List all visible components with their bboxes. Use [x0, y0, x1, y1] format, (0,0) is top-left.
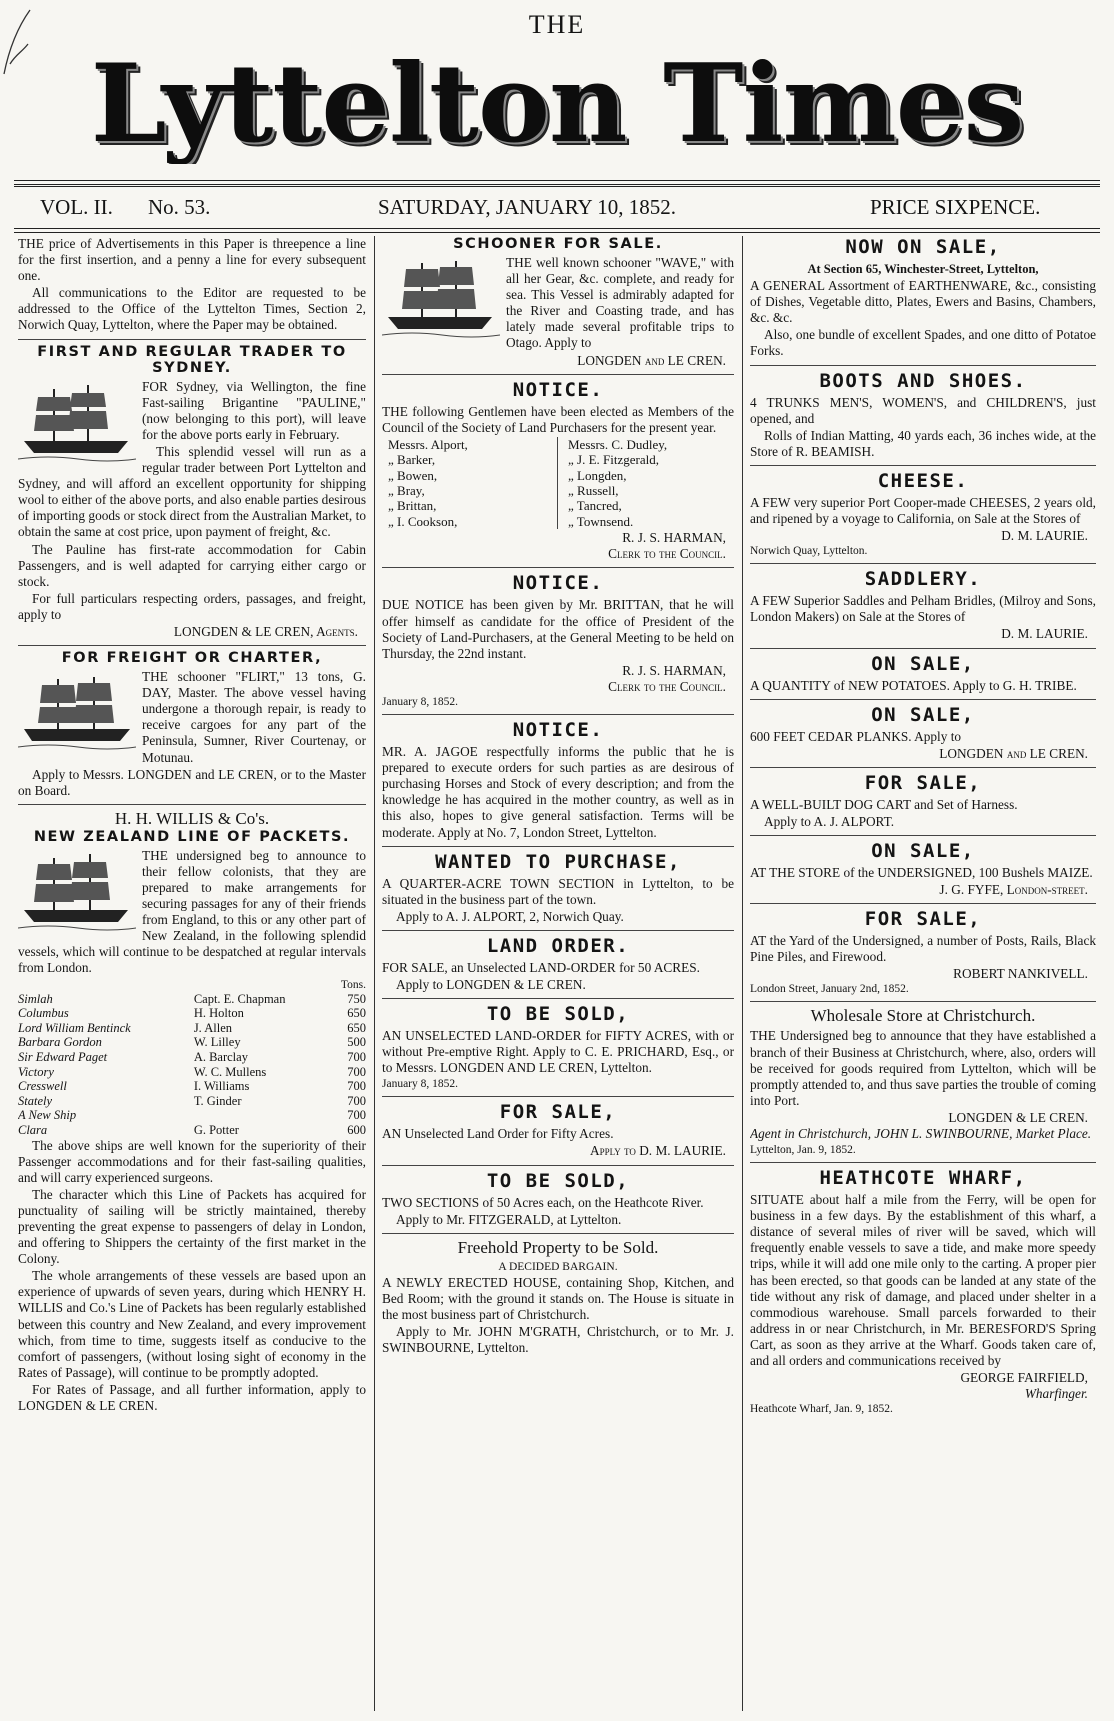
- ad-heading: NOTICE.: [512, 378, 604, 401]
- ad-body: A WELL-BUILT DOG CART and Set of Harness.: [750, 796, 1018, 812]
- ad-body: 4 TRUNKS MEN'S, WOMEN'S, and CHILDREN'S, just opened, and: [750, 394, 1096, 426]
- ad-signature: D. M. LAURIE.: [1001, 626, 1088, 642]
- fleet-master: T. Ginder: [193, 1093, 242, 1108]
- council-member-name: „ Bray,: [388, 483, 425, 499]
- fleet-tons: 700: [347, 1064, 366, 1079]
- fleet-ship-name: Clara: [18, 1122, 48, 1137]
- fleet-master: W. Lilley: [193, 1035, 241, 1050]
- council-member-name: „ Russell,: [568, 483, 619, 499]
- ad-heading: SADDLERY.: [864, 568, 982, 591]
- fleet-master: I. Williams: [193, 1079, 250, 1094]
- fleet-tons: 750: [347, 991, 366, 1006]
- ad-heading: ON SALE,: [871, 703, 975, 726]
- ad-signature-title: Clerk to the Council.: [608, 546, 726, 562]
- council-members-right: [558, 437, 728, 529]
- ad-body: For Rates of Passage, and all further information, apply to LONGDEN & LE CREN.: [18, 1381, 366, 1413]
- ad-body: The above ships are well known for the superiority of their Passenger accommodations and for their fast-sailing qualities, and will carry experienced surgeons.: [18, 1137, 366, 1185]
- council-members: [382, 437, 734, 530]
- column-3: [750, 236, 1096, 1713]
- ad-body: Rolls of Indian Matting, 40 yards each, 36 inches wide, at the Store of R. BEAMISH.: [750, 427, 1096, 459]
- fleet-tons: 700: [347, 1079, 366, 1094]
- intro-communications: All communications to the Editor are requested to be addressed to the Office of the Lyttelton Times, Section 2, Norwich Quay, Lyttelton, where the Paper may be obtained.: [18, 285, 366, 333]
- fleet-master: [194, 1108, 337, 1123]
- ad-body: AT the Yard of the Undersigned, a number of Posts, Rails, Black Pine Piles, and Firewood.: [750, 933, 1096, 965]
- ad-heading: NOTICE.: [512, 572, 604, 595]
- ad-body: A QUARTER-ACRE TOWN SECTION in Lyttelton, to be situated in the business part of the town.: [382, 875, 734, 907]
- column-1: [18, 236, 366, 1713]
- fleet-ship-name: Columbus: [18, 1006, 69, 1021]
- divider: [18, 339, 366, 340]
- ad-body: Apply to Messrs. LONGDEN and LE CREN, or to the Master on Board.: [18, 766, 366, 798]
- masthead-rule-double: [14, 184, 1100, 187]
- ad-signature: J. G. FYFE, London-street.: [939, 882, 1088, 898]
- ad-date: January 8, 1852.: [382, 696, 459, 709]
- dateline: [40, 195, 1080, 225]
- ad-place: Norwich Quay, Lyttelton.: [750, 545, 868, 558]
- ad-body: A NEWLY ERECTED HOUSE, containing Shop, Kitchen, and Bed Room; with the ground it stands on. The House is situate in the most business part of Christchurch.: [382, 1274, 734, 1322]
- ad-signature: LONGDEN and LE CREN.: [577, 352, 726, 368]
- ad-heading: FOR SALE,: [864, 908, 982, 931]
- ad-date: Heathcote Wharf, Jan. 9, 1852.: [750, 1403, 893, 1416]
- ad-heading: TO BE SOLD,: [486, 1169, 630, 1192]
- ship-illustration: [18, 381, 136, 465]
- masthead-rule-top: [14, 180, 1100, 181]
- ad-heading: Freehold Property to be Sold.: [457, 1237, 659, 1257]
- divider: [750, 563, 1096, 564]
- ad-body: The Pauline has first-rate accommodation for Cabin Passengers, and is well adapted for carrying either cargo or stock.: [18, 541, 366, 589]
- fleet-ship-name: Lord William Bentinck: [18, 1020, 131, 1035]
- fleet-row: [18, 1094, 366, 1109]
- ad-body: This splendid vessel will run as a regular trader between Port Lyttelton and Sydney, and will afford an excellent opportunity for shipping wool to either of the above ports, and also enable parties desirous of importing goods or stock direct from the Australian Market, to obtain the same at cost price, upon payment of freight, &c.: [18, 443, 366, 540]
- ad-body: MR. A. JAGOE respectfully informs the public that he is prepared to execute orders for such parties as are desirous of purchasing Horses and Stock of every description; and from the knowledge he has acquired in the mother country, as well as in this also, hopes to give general satisfaction. Terms will be moderate. Apply at No. 7, London Street, Lyttelton.: [382, 744, 734, 840]
- fleet-tons: 700: [347, 1108, 366, 1123]
- divider: [750, 648, 1096, 649]
- divider: [750, 1162, 1096, 1163]
- council-member-name: „ Tancred,: [568, 498, 622, 514]
- ad-body: THE well known schooner "WAVE," with all her Gear, &c. complete, and ready for sea. This Vessel is admirably adapted for the River and Coasting trade, and has lately made several profitable trips to Otago. Apply to: [506, 255, 734, 351]
- ad-body: THE Undersigned beg to announce that they have established a branch of their Business at Christchurch, where, also, orders will be received for goods required from Lyttelton, which will be promptly attended to, and thus save parties the trouble of coming into Port.: [750, 1028, 1096, 1108]
- ad-heading: FOR FREIGHT OR CHARTER,: [61, 650, 323, 667]
- fleet-ship-name: Stately: [18, 1093, 53, 1108]
- council-member-name: Messrs. C. Dudley,: [568, 436, 668, 452]
- ad-signature: LONGDEN & LE CREN.: [948, 1109, 1088, 1125]
- ad-signature: R. J. S. HARMAN,: [622, 530, 726, 546]
- ad-signature-title: Clerk to the Council.: [608, 678, 726, 694]
- ad-heading: NOTICE.: [512, 719, 604, 742]
- ad-heading: Wholesale Store at Christchurch.: [810, 1006, 1036, 1026]
- fleet-tons: 650: [347, 1006, 366, 1021]
- ad-body: TWO SECTIONS of 50 Acres each, on the Heathcote River.: [382, 1194, 704, 1210]
- fleet-master: H. Holton: [193, 1006, 244, 1021]
- ship-illustration: [382, 257, 500, 341]
- council-member-name: „ Longden,: [568, 467, 627, 483]
- ad-body: FOR Sydney, via Wellington, the fine Fast-sailing Brigantine "PAULINE," (now belonging to this port), will leave for the above ports early in February.: [142, 378, 366, 442]
- ad-heading: TO BE SOLD,: [486, 1003, 630, 1026]
- ship-illustration: [18, 850, 136, 934]
- ad-body: FOR SALE, an Unselected LAND-ORDER for 50 ACRES.: [382, 959, 700, 975]
- masthead-the: THE: [528, 10, 586, 39]
- ad-body: A GENERAL Assortment of EARTHENWARE, &c., consisting of Dishes, Vegetable ditto, Plates, Ewers and Basins, Chambers, &c. &c.: [750, 278, 1096, 326]
- masthead-title: Lyttelton Times: [90, 44, 1024, 164]
- fleet-row: [18, 1006, 366, 1021]
- ad-body: A QUANTITY of NEW POTATOES. Apply to G. H. TRIBE.: [750, 677, 1077, 693]
- fleet-ship-name: A New Ship: [18, 1108, 77, 1123]
- fleet-ship-name: Barbara Gordon: [18, 1035, 102, 1050]
- council-member-name: „ J. E. Fitzgerald,: [568, 452, 659, 468]
- ad-body: Also, one bundle of excellent Spades, and one ditto of Potatoe Forks.: [750, 327, 1096, 359]
- ad-date: London Street, January 2nd, 1852.: [750, 983, 909, 996]
- ad-signature: GEORGE FAIRFIELD,: [960, 1370, 1088, 1386]
- ad-heading: LAND ORDER.: [486, 934, 630, 957]
- ad-body: AN UNSELECTED LAND-ORDER for FIFTY ACRES, with or without Pre-emptive Right. Apply to C. E. PRICHARD, Esq., or to Messrs. LONGDEN AND LE CREN, Lyttelton.: [382, 1028, 734, 1076]
- ad-body: 600 FEET CEDAR PLANKS. Apply to: [750, 728, 962, 744]
- column-rule-1: [374, 236, 375, 1711]
- divider: [382, 1096, 734, 1097]
- council-member-name: Messrs. Alport,: [388, 436, 468, 452]
- volume-label: VOL. II.: [40, 195, 113, 219]
- ad-heading: FOR SALE,: [864, 771, 982, 794]
- fleet-row: [18, 1079, 366, 1094]
- column-rule-2: [742, 236, 743, 1711]
- ad-body: AN Unselected Land Order for Fifty Acres.: [382, 1126, 614, 1142]
- ad-body: Apply to A. J. ALPORT, 2, Norwich Quay.: [396, 908, 624, 924]
- fleet-row: [18, 1021, 366, 1036]
- divider: [750, 767, 1096, 768]
- divider: [750, 903, 1096, 904]
- ad-body: The character which this Line of Packets has acquired for punctuality of sailing will be strictly maintained, thereby preventing the great expense to passengers of delay in London, and offering to Shippers the certainty of the first market in the Colony.: [18, 1186, 366, 1267]
- fleet-row: [18, 1035, 366, 1050]
- ad-body: The whole arrangements of these vessels are based upon an experience of upwards of seven years, during which HENRY H. WILLIS and Co.'s Line of Packets has been regularly established between this country and New Zealand, and every improvement which, from time to time, suggests itself as conducive to the comfort of passengers, (without losing sight of economy in the Rates of Passage), will continue to be promptly adopted.: [18, 1268, 366, 1380]
- fleet-tons: 700: [347, 1093, 366, 1108]
- ad-subheading: At Section 65, Winchester-Street, Lyttelton,: [807, 262, 1039, 276]
- ad-heading: ON SALE,: [871, 652, 975, 675]
- fleet-master: Capt. E. Chapman: [193, 991, 286, 1006]
- ad-heading: SCHOONER FOR SALE.: [453, 236, 663, 252]
- council-member-name: „ Brittan,: [388, 498, 437, 514]
- fleet-table: [18, 992, 366, 1138]
- fleet-master: J. Allen: [193, 1020, 233, 1035]
- council-member-name: „ Townsend.: [568, 513, 634, 529]
- ad-signature: D. M. LAURIE.: [1001, 528, 1088, 544]
- fleet-row: [18, 992, 366, 1007]
- ad-heading: WANTED TO PURCHASE,: [435, 850, 681, 873]
- fleet-master: A. Barclay: [193, 1049, 248, 1064]
- ad-heading: CHEESE.: [877, 469, 969, 492]
- council-member-name: „ Bowen,: [388, 467, 438, 483]
- ad-signature: LONGDEN and LE CREN.: [939, 745, 1088, 761]
- fleet-master: W. C. Mullens: [193, 1064, 267, 1079]
- fleet-row: [18, 1108, 366, 1123]
- ad-signature-title: Wharfinger.: [1024, 1386, 1088, 1402]
- ad-body: SITUATE about half a mile from the Ferry, will be open for business in a few days. By the establishment of this wharf, a distance of several miles of river will be saved, which will frequently enable vessels to save a tide, and make more speedy trips, while it will add one mile only to the carting. A proper pier has been erected, so that goods can be landed at any state of the tide without any risk of damage, and placed under shelter in a commodious warehouse. Small parcels forwarded to their address in or near Christchurch, in Mr. BERESFORD'S Spring Cart, as soon as they arrive at the Wharf. Goods taken care of, and all orders and communications received by: [750, 1192, 1096, 1369]
- fleet-tons: 700: [347, 1049, 366, 1064]
- divider: [18, 645, 366, 646]
- ad-body: A FEW Superior Saddles and Pelham Bridles, (Milroy and Sons, London Makers) on Sale at the Stores of: [750, 593, 1096, 625]
- divider: [382, 714, 734, 715]
- divider: [750, 365, 1096, 366]
- tons-label: Tons.: [340, 978, 366, 991]
- fleet-master: G. Potter: [193, 1122, 239, 1137]
- council-members-left: [388, 437, 558, 529]
- ad-heading: H. H. WILLIS & Co's.: [114, 808, 270, 828]
- ad-body: DUE NOTICE has been given by Mr. BRITTAN, that he will offer himself as candidate for the office of President of the Society of Land-Purchasers, at the General Meeting to be held on Thursday, the 22nd instant.: [382, 597, 734, 661]
- fleet-tons: 500: [347, 1035, 366, 1050]
- dateline-rule-2: [14, 232, 1100, 233]
- fleet-ship-name: Cresswell: [18, 1079, 67, 1094]
- fleet-tons: 600: [347, 1122, 366, 1137]
- ad-subheading: A DECIDED BARGAIN.: [498, 1260, 618, 1273]
- ad-body: THE schooner "FLIRT," 13 tons, G. DAY, Master. The above vessel having undergone a thorough repair, is ready to receive cargoes for any part of the Peninsula, Sumner, River Courtenay, or Motunau.: [142, 669, 366, 765]
- divider: [750, 1001, 1096, 1002]
- intro-rates: THE price of Advertisements in this Paper is threepence a line for the first insertion, and a penny a line for every subsequent one.: [18, 236, 366, 284]
- issue-date: SATURDAY, JANUARY 10, 1852.: [378, 195, 676, 219]
- ad-body: THE undersigned beg to announce to their fellow colonists, that they are prepared to make arrangements for securing passages for any of their friends from England, to this or any other part of New Zealand, in the following splendid vessels, which will continue to be despatched at regular intervals from London.: [18, 847, 366, 976]
- ad-date: Lyttelton, Jan. 9, 1852.: [750, 1144, 856, 1157]
- column-2: [382, 236, 734, 1713]
- divider: [382, 846, 734, 847]
- divider: [750, 835, 1096, 836]
- ad-signature: ROBERT NANKIVELL.: [953, 966, 1088, 982]
- ad-heading: NOW ON SALE,: [845, 236, 1001, 258]
- ad-heading: FIRST AND REGULAR TRADER TO SYDNEY.: [37, 343, 347, 376]
- divider: [750, 699, 1096, 700]
- ad-heading: HEATHCOTE WHARF,: [819, 1167, 1027, 1190]
- ad-signature: R. J. S. HARMAN,: [622, 662, 726, 678]
- issue-number: No. 53.: [148, 195, 211, 219]
- ad-body: THE following Gentlemen have been elected as Members of the Council of the Society of Land Purchasers for the present year.: [382, 403, 734, 435]
- ad-heading: FOR SALE,: [499, 1101, 617, 1124]
- fleet-ship-name: Simlah: [18, 991, 53, 1006]
- council-member-name: „ Barker,: [388, 452, 436, 468]
- ad-heading: BOOTS AND SHOES.: [819, 369, 1027, 392]
- fleet-ship-name: Victory: [18, 1064, 54, 1079]
- divider: [382, 374, 734, 375]
- ship-illustration: [18, 671, 136, 755]
- ad-body: Apply to Mr. JOHN M'GRATH, Christchurch, or to Mr. J. SWINBOURNE, Lyttelton.: [382, 1324, 734, 1356]
- ad-body: Apply to LONGDEN & LE CREN.: [396, 976, 586, 992]
- issue-price: PRICE SIXPENCE.: [870, 195, 1041, 219]
- ad-heading: NEW ZEALAND LINE OF PACKETS.: [33, 828, 351, 845]
- divider: [382, 567, 734, 568]
- divider: [18, 804, 366, 805]
- fleet-row: [18, 1123, 366, 1138]
- divider: [382, 998, 734, 999]
- fleet-row: [18, 1050, 366, 1065]
- ad-heading: ON SALE,: [871, 839, 975, 862]
- divider: [750, 465, 1096, 466]
- ad-date: January 8, 1852.: [382, 1078, 459, 1091]
- divider: [382, 1233, 734, 1234]
- council-member-name: „ I. Cookson,: [388, 513, 458, 529]
- divider: [382, 930, 734, 931]
- ad-body: Apply to A. J. ALPORT.: [764, 813, 895, 829]
- divider: [382, 1165, 734, 1166]
- ad-body: A FEW very superior Port Cooper-made CHEESES, 2 years old, and ripened by a voyage to California, on Sale at the Stores of: [750, 494, 1096, 527]
- ad-body: AT THE STORE of the UNDERSIGNED, 100 Bushels MAIZE.: [750, 864, 1093, 880]
- ad-agent: Agent in Christchurch, JOHN L. SWINBOURNE, Market Place.: [750, 1126, 1092, 1141]
- ad-body: For full particulars respecting orders, passages, and freight, apply to: [18, 590, 366, 622]
- fleet-row: [18, 1065, 366, 1080]
- ad-signature: LONGDEN & LE CREN, Agents.: [173, 623, 358, 639]
- ad-body: Apply to Mr. FITZGERALD, at Lyttelton.: [396, 1211, 622, 1227]
- ad-signature: Apply to D. M. LAURIE.: [590, 1143, 726, 1159]
- dateline-rule: [14, 228, 1100, 229]
- fleet-ship-name: Sir Edward Paget: [18, 1049, 108, 1064]
- fleet-tons: 650: [347, 1020, 366, 1035]
